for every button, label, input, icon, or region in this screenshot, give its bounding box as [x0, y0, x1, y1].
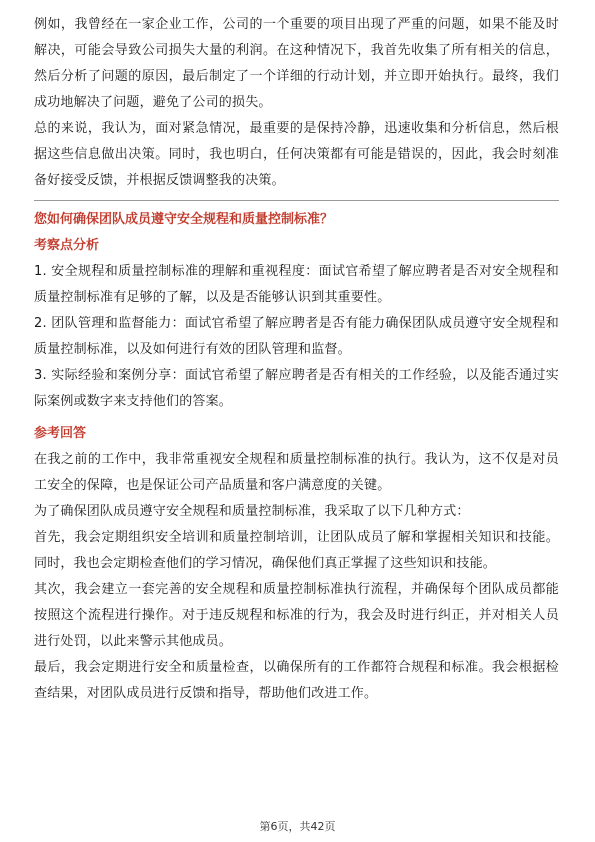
answer-paragraph: 最后，我会定期进行安全和质量检查，以确保所有的工作都符合规程和标准。我会根据检查结果，对团队成员进行反馈和指导，帮助他们改进工作。: [34, 660, 559, 701]
intro-paragraph: 总的来说，我认为，面对紧急情况，最重要的是保持冷静，迅速收集和分析信息，然后根据这些信息做出决策。同时，我也明白，任何决策都有可能是错误的，因此，我会时刻准备好接受反馈，并根据反馈调整我的决策。: [34, 121, 559, 188]
section-divider: [34, 200, 559, 201]
analysis-item: 1. 安全规程和质量控制标准的理解和重视程度：面试官希望了解应聘者是否对安全规程和质量控制标准有足够的了解，以及是否能够认识到其重要性。: [34, 264, 559, 305]
analysis-item: 3. 实际经验和案例分享：面试官希望了解应聘者是否有相关的工作经验，以及能否通过实际案例或数字来支持他们的答案。: [34, 368, 559, 409]
analysis-title: 考察点分析: [34, 238, 100, 253]
analysis-item: 2. 团队管理和监督能力：面试官希望了解应聘者是否有能力确保团队成员遵守安全规程和质量控制标准，以及如何进行有效的团队管理和监督。: [34, 316, 559, 357]
intro-paragraph: 例如，我曾经在一家企业工作，公司的一个重要的项目出现了严重的问题，如果不能及时解决，可能会导致公司损失大量的利润。在这种情况下，我首先收集了所有相关的信息，然后分析了问题的原因，最后制定了一个详细的行动计划，并立即开始执行。最终，我们成功地解决了问题，避免了公司的损失。: [34, 17, 559, 110]
answer-paragraph: 首先，我会定期组织安全培训和质量控制培训，让团队成员了解和掌握相关知识和技能。同时，我也会定期检查他们的学习情况，确保他们真正掌握了这些知识和技能。: [34, 530, 559, 571]
question-heading: 您如何确保团队成员遵守安全规程和质量控制标准？: [34, 212, 334, 227]
answer-title: 参考回答: [34, 426, 87, 441]
answer-paragraph: 其次，我会建立一套完善的安全规程和质量控制标准执行流程，并确保每个团队成员都能按照这个流程进行操作。对于违反规程和标准的行为，我会及时进行纠正，并对相关人员进行处罚，以此来警示其他成员。: [34, 582, 559, 649]
document-page: [34, 12, 559, 707]
page-number: 第6页，共42页: [259, 820, 336, 833]
answer-paragraph: 为了确保团队成员遵守安全规程和质量控制标准，我采取了以下几种方式：: [34, 504, 470, 519]
answer-paragraph: 在我之前的工作中，我非常重视安全规程和质量控制标准的执行。我认为，这不仅是对员工安全的保障，也是保证公司产品质量和客户满意度的关键。: [34, 452, 559, 493]
